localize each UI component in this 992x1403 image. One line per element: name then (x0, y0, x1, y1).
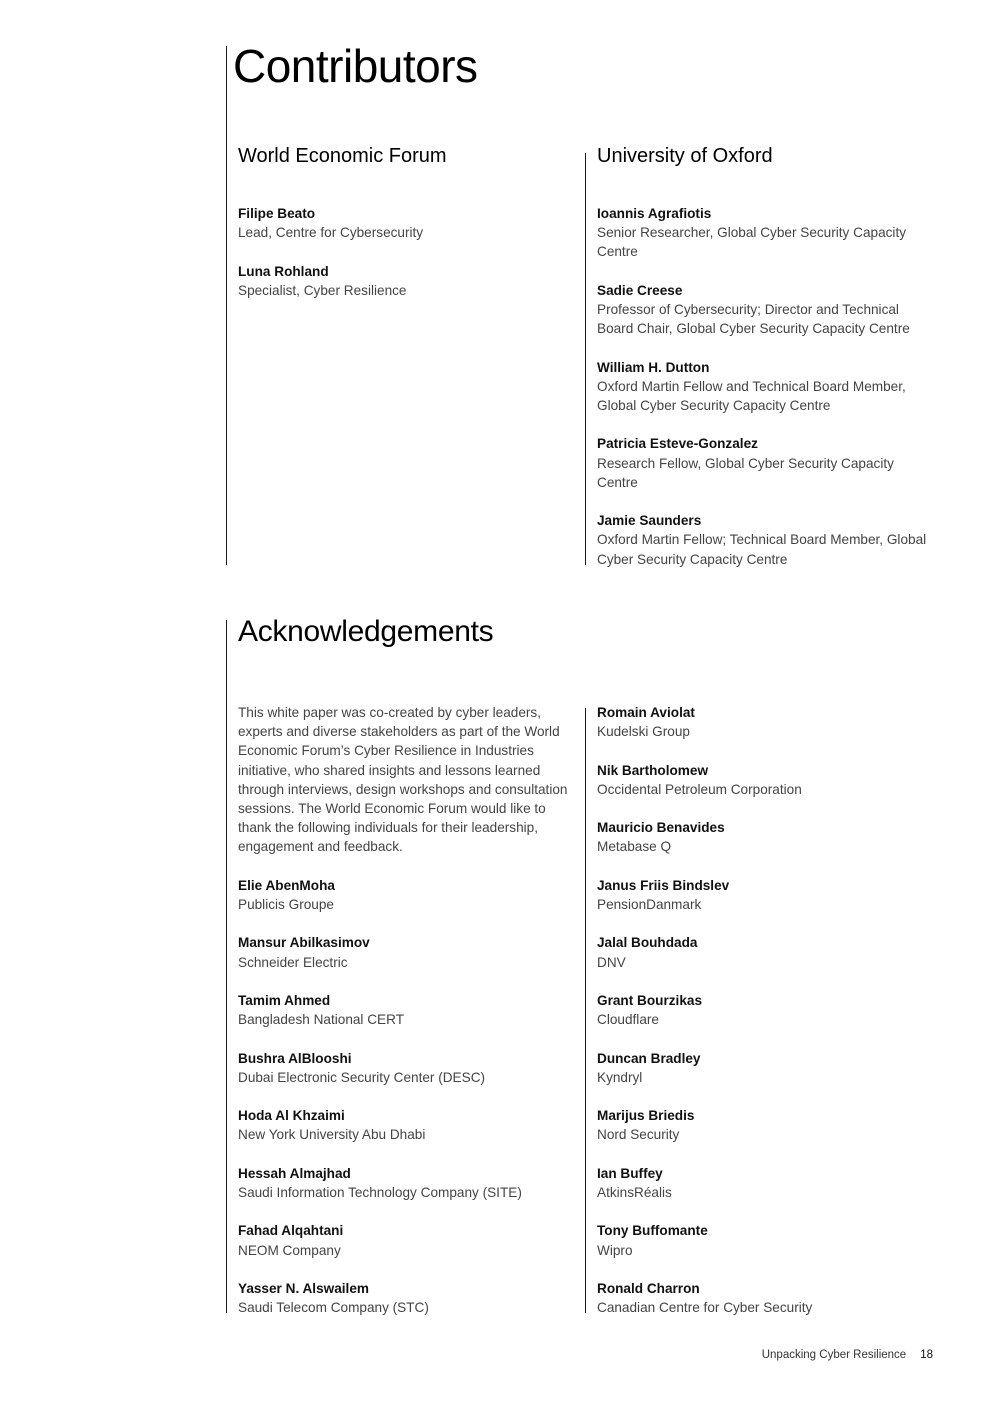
person-affiliation: Metabase Q (597, 839, 672, 855)
person-entry (597, 204, 937, 262)
person-name: Jamie Saunders (597, 513, 702, 529)
person-entry (238, 933, 578, 971)
person-entry (597, 281, 937, 339)
person-affiliation: NEOM Company (238, 1242, 341, 1258)
footer-title: Unpacking Cyber Resilience (761, 1349, 907, 1361)
person-affiliation: Saudi Information Technology Company (SITE) (238, 1184, 522, 1200)
person-affiliation: Bangladesh National CERT (238, 1012, 404, 1028)
person-name: Mansur Abilkasimov (238, 935, 370, 951)
person-name: Elie AbenMoha (238, 877, 335, 893)
contributors-heading: Contributors (233, 40, 478, 92)
acknowledgements-right-list (597, 703, 947, 1337)
person-affiliation: Lead, Centre for Cybersecurity (238, 225, 424, 241)
person-name: Grant Bourzikas (597, 992, 702, 1008)
person-name: Tamim Ahmed (238, 993, 331, 1008)
acknowledgements-divider (585, 708, 586, 1313)
person-name: Patricia Esteve-Gonzalez (597, 436, 758, 452)
acknowledgements-heading: Acknowledgements (238, 615, 494, 648)
acknowledgements-rule (226, 620, 227, 1313)
person-affiliation: AtkinsRéalis (597, 1184, 672, 1200)
person-entry (238, 991, 578, 1029)
acknowledgements-left-list (238, 876, 578, 1318)
person-entry (238, 204, 578, 242)
person-name: Duncan Bradley (597, 1050, 701, 1066)
person-name: William H. Dutton (597, 359, 710, 375)
person-name: Ioannis Agrafiotis (597, 206, 712, 221)
person-affiliation: New York University Abu Dhabi (238, 1127, 426, 1143)
person-entry (238, 1221, 578, 1259)
person-entry (597, 511, 937, 569)
oxford-title: University of Oxford (597, 145, 773, 167)
person-affiliation: Wipro (597, 1242, 633, 1258)
person-affiliation: Canadian Centre for Cyber Security (597, 1300, 813, 1316)
person-name: Mauricio Benavides (597, 820, 725, 836)
person-entry (597, 1164, 947, 1202)
person-entry (597, 1106, 947, 1144)
person-name: Romain Aviolat (597, 705, 695, 720)
person-affiliation: Occidental Petroleum Corporation (597, 781, 802, 797)
person-affiliation: Publicis Groupe (238, 897, 334, 913)
person-name: Ronald Charron (597, 1280, 700, 1296)
person-entry (238, 876, 578, 914)
person-affiliation: Oxford Martin Fellow; Technical Board Member, Global Cyber Security Capacity Centre (597, 532, 927, 567)
person-entry (597, 761, 947, 799)
page-footer (762, 1349, 933, 1361)
person-entry (597, 991, 947, 1029)
person-name: Bushra AlBlooshi (238, 1050, 352, 1066)
person-entry (597, 358, 937, 416)
person-affiliation: Dubai Electronic Security Center (DESC) (238, 1069, 486, 1085)
person-name: Ian Buffey (597, 1165, 663, 1181)
person-affiliation: Specialist, Cyber Resilience (238, 282, 407, 298)
person-entry (597, 434, 937, 492)
contributors-rule (226, 46, 227, 565)
acknowledgements-intro: This white paper was co-created by cyber leaders, experts and diverse stakeholders as part of the World Economic Forum’s Cyber Resilience in Industries initiative, who shared insights and lessons learned through interviews, design workshops and consultation sessions. The World Economic Forum would like to thank the following individuals for their leadership, engagement and feedback. (238, 705, 568, 855)
person-entry (597, 876, 947, 914)
person-name: Sadie Creese (597, 282, 683, 298)
person-entry (597, 1049, 947, 1087)
wef-title: World Economic Forum (238, 145, 447, 167)
person-affiliation: Schneider Electric (238, 954, 348, 970)
person-entry (238, 1049, 578, 1087)
person-affiliation: Saudi Telecom Company (STC) (238, 1300, 429, 1316)
person-entry (238, 1164, 578, 1202)
person-entry (597, 818, 947, 856)
person-entry (597, 1221, 947, 1259)
person-affiliation: Kudelski Group (597, 724, 690, 740)
person-affiliation: DNV (597, 954, 626, 970)
person-entry (238, 1106, 578, 1144)
person-affiliation: Cloudflare (597, 1012, 659, 1028)
person-name: Nik Bartholomew (597, 762, 709, 778)
person-name: Tony Buffomante (597, 1223, 708, 1239)
person-name: Janus Friis Bindslev (597, 877, 730, 893)
person-name: Filipe Beato (238, 206, 316, 221)
person-affiliation: Kyndryl (597, 1069, 643, 1085)
page-number: 18 (920, 1349, 933, 1361)
person-name: Fahad Alqahtani (238, 1223, 344, 1239)
person-name: Marijus Briedis (597, 1108, 695, 1124)
person-affiliation: Professor of Cybersecurity; Director and Technical Board Chair, Global Cyber Security Capacity Centre (597, 302, 910, 337)
person-affiliation: Senior Researcher, Global Cyber Security Capacity Centre (597, 225, 907, 260)
person-name: Hoda Al Khzaimi (238, 1108, 345, 1124)
wef-list (238, 204, 578, 319)
acknowledgements-left-column (238, 703, 578, 1337)
person-affiliation: Nord Security (597, 1127, 680, 1143)
person-name: Jalal Bouhdada (597, 935, 698, 951)
person-entry (238, 1279, 578, 1317)
oxford-list (597, 204, 937, 588)
person-affiliation: Research Fellow, Global Cyber Security Capacity Centre (597, 455, 894, 490)
person-name: Yasser N. Alswailem (238, 1280, 369, 1296)
person-name: Hessah Almajhad (238, 1165, 351, 1181)
person-affiliation: Oxford Martin Fellow and Technical Board Member, Global Cyber Security Capacity Centre (597, 378, 906, 413)
person-entry (597, 933, 947, 971)
person-name: Luna Rohland (238, 263, 329, 279)
person-entry (238, 262, 578, 300)
person-entry (597, 1279, 947, 1317)
person-entry (597, 703, 947, 741)
person-affiliation: PensionDanmark (597, 896, 702, 912)
oxford-rule (585, 153, 586, 565)
